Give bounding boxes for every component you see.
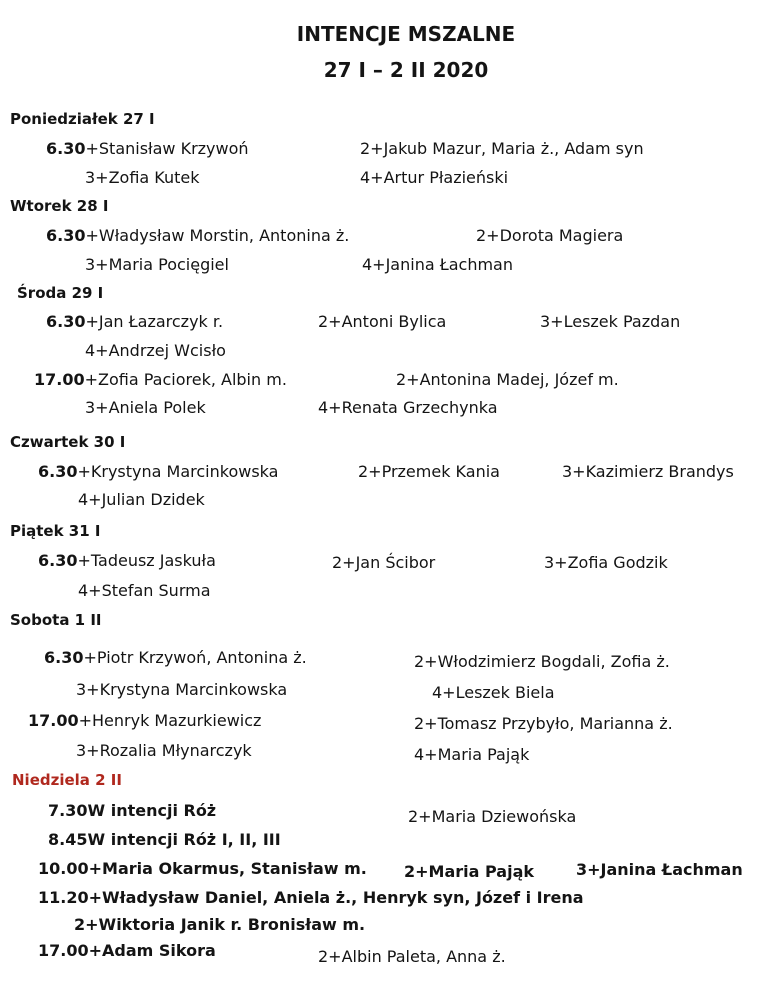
mass-row bbox=[48, 830, 281, 849]
intention: 2+Przemek Kania bbox=[358, 462, 500, 481]
intention: 4+Renata Grzechynka bbox=[318, 398, 498, 417]
intention: +Maria Okarmus, Stanisław m. bbox=[88, 859, 367, 878]
intention: +Krystyna Marcinkowska bbox=[77, 462, 279, 481]
intention: 3+Leszek Pazdan bbox=[540, 312, 681, 331]
mass-time: 10.00 bbox=[38, 859, 89, 878]
mass-row bbox=[48, 801, 216, 820]
day-heading-wednesday: Środa 29 I bbox=[17, 284, 104, 302]
mass-row bbox=[38, 941, 216, 960]
intention: 2+Antoni Bylica bbox=[318, 312, 447, 331]
intention: 3+Krystyna Marcinkowska bbox=[76, 680, 288, 699]
intention: 4+Janina Łachman bbox=[362, 255, 513, 274]
mass-time: 6.30 bbox=[44, 648, 84, 667]
intention: 3+Aniela Polek bbox=[85, 398, 206, 417]
intention: +Władysław Daniel, Aniela ż., Henryk syn, Józef i Irena bbox=[88, 888, 584, 907]
mass-time: 6.30 bbox=[38, 462, 78, 481]
intention: 3+Zofia Godzik bbox=[544, 553, 668, 572]
mass-time: 17.00 bbox=[28, 711, 79, 730]
intention: 4+Stefan Surma bbox=[78, 581, 211, 600]
intention: 2+Tomasz Przybyło, Marianna ż. bbox=[414, 714, 673, 733]
page-title: INTENCJE MSZALNE bbox=[296, 22, 516, 46]
day-heading-thursday: Czwartek 30 I bbox=[10, 433, 126, 451]
mass-time: 7.30 bbox=[48, 801, 88, 820]
mass-time: 11.20 bbox=[38, 888, 89, 907]
date-range: 27 I – 2 II 2020 bbox=[323, 58, 489, 82]
day-heading-sunday: Niedziela 2 II bbox=[12, 771, 122, 789]
mass-time: 17.00 bbox=[34, 370, 85, 389]
mass-row bbox=[46, 139, 249, 158]
mass-time: 6.30 bbox=[38, 551, 78, 570]
intention: +Tadeusz Jaskuła bbox=[77, 551, 216, 570]
mass-row bbox=[46, 312, 223, 331]
intention: 2+Jakub Mazur, Maria ż., Adam syn bbox=[360, 139, 644, 158]
intention: 3+Kazimierz Brandys bbox=[562, 462, 734, 481]
intention: +Władysław Morstin, Antonina ż. bbox=[85, 226, 350, 245]
intention: 4+Artur Płazieński bbox=[360, 168, 509, 187]
intention: 2+Jan Ścibor bbox=[332, 553, 436, 572]
mass-time: 6.30 bbox=[46, 139, 86, 158]
intention: +Adam Sikora bbox=[88, 941, 216, 960]
mass-time: 17.00 bbox=[38, 941, 89, 960]
intention: 2+Wiktoria Janik r. Bronisław m. bbox=[74, 915, 366, 934]
day-heading-friday: Piątek 31 I bbox=[10, 522, 101, 540]
mass-time: 6.30 bbox=[46, 312, 86, 331]
day-heading-monday: Poniedziałek 27 I bbox=[10, 110, 155, 128]
intention: 2+Albin Paleta, Anna ż. bbox=[318, 947, 506, 966]
intention: +Piotr Krzywoń, Antonina ż. bbox=[83, 648, 307, 667]
mass-time: 8.45 bbox=[48, 830, 88, 849]
intention: W intencji Róż bbox=[87, 801, 217, 820]
intention: 3+Rozalia Młynarczyk bbox=[76, 741, 252, 760]
mass-row bbox=[44, 648, 307, 667]
intention: 2+Antonina Madej, Józef m. bbox=[396, 370, 619, 389]
intention: 3+Janina Łachman bbox=[576, 860, 743, 879]
mass-row bbox=[38, 462, 278, 481]
intention: 4+Andrzej Wcisło bbox=[85, 341, 226, 360]
mass-time: 6.30 bbox=[46, 226, 86, 245]
intention: 2+Maria Pająk bbox=[404, 862, 535, 881]
intention: +Zofia Paciorek, Albin m. bbox=[84, 370, 287, 389]
intention: 3+Maria Pocięgiel bbox=[85, 255, 229, 274]
intention: +Henryk Mazurkiewicz bbox=[78, 711, 262, 730]
intention: +Jan Łazarczyk r. bbox=[85, 312, 224, 331]
intention: 2+Włodzimierz Bogdali, Zofia ż. bbox=[414, 652, 670, 671]
mass-row bbox=[28, 711, 261, 730]
day-heading-saturday: Sobota 1 II bbox=[10, 611, 102, 629]
mass-row bbox=[38, 859, 367, 878]
intention: 4+Maria Pająk bbox=[414, 745, 530, 764]
intention: 4+Leszek Biela bbox=[432, 683, 555, 702]
day-heading-tuesday: Wtorek 28 I bbox=[10, 197, 109, 215]
mass-row bbox=[38, 551, 216, 570]
intention: 4+Julian Dzidek bbox=[78, 490, 205, 509]
intention: +Stanisław Krzywoń bbox=[85, 139, 249, 158]
intention: 2+Maria Dziewońska bbox=[408, 807, 577, 826]
intention: 2+Dorota Magiera bbox=[476, 226, 624, 245]
mass-row bbox=[38, 888, 584, 907]
mass-row bbox=[34, 370, 287, 389]
mass-row bbox=[46, 226, 349, 245]
intention: 3+Zofia Kutek bbox=[85, 168, 200, 187]
intention: W intencji Róż I, II, III bbox=[87, 830, 281, 849]
